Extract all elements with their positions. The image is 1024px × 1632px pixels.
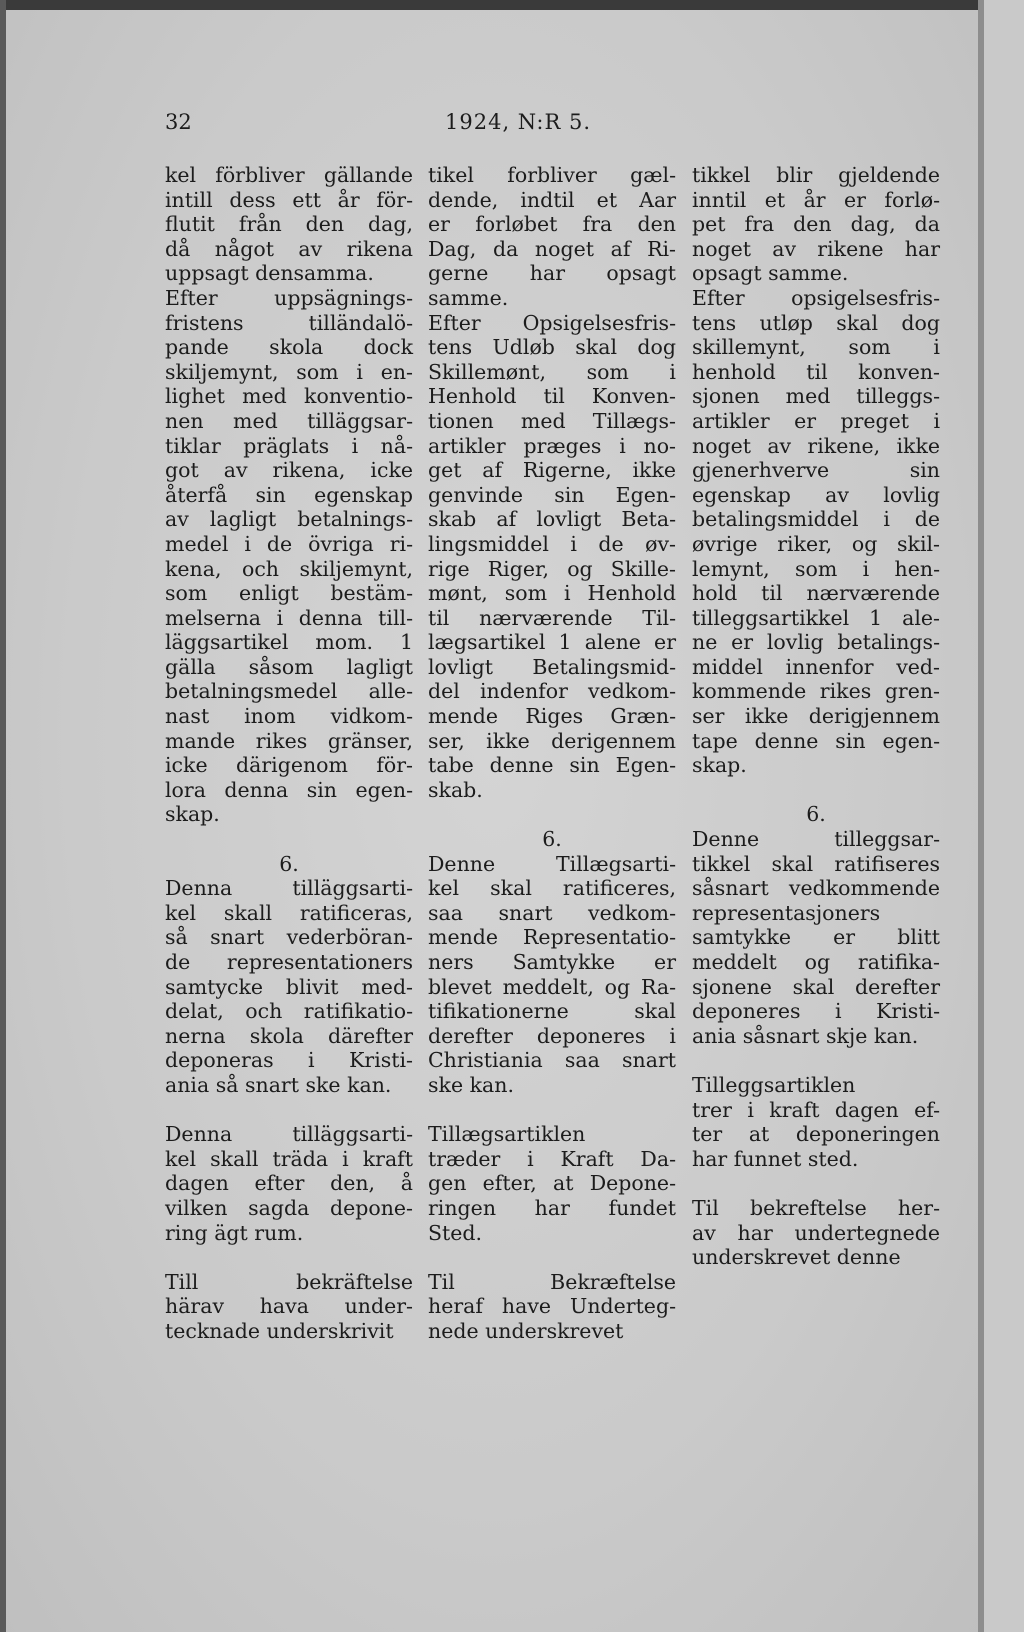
section-number: 6. (542, 827, 562, 852)
text-line: ser, ikke derigennem (428, 728, 676, 753)
text-line: ringen har fundet (428, 1195, 676, 1220)
text-line: Tillægsartiklen (428, 1122, 586, 1147)
text-line: Efter uppsägnings- (165, 285, 413, 310)
text-line: Denne Tillægsarti- (428, 851, 676, 876)
paragraph (692, 163, 940, 286)
text-line: som enligt bestäm- (165, 581, 413, 606)
text-line: samme. (428, 285, 509, 310)
text-line: artikler præges i no- (428, 433, 676, 458)
text-line: sjonene skal derefter (692, 974, 940, 999)
column-norwegian (692, 163, 940, 1270)
text-line: sjonen med tilleggs- (692, 384, 940, 409)
text-line: tikkel blir gjeldende (692, 163, 940, 187)
column-danish (428, 163, 676, 1344)
scan-edge-top (0, 0, 984, 10)
paragraph-spacer (165, 1245, 413, 1270)
paragraph-spacer (428, 802, 676, 827)
text-line: Denne tilleggsar- (692, 827, 940, 852)
paragraph (692, 827, 940, 1048)
text-line: läggsartikel mom. 1 (165, 630, 413, 655)
text-line: ring ägt rum. (165, 1220, 304, 1245)
paragraph-spacer (165, 1098, 413, 1123)
paragraph (428, 163, 676, 311)
paragraph (428, 1270, 676, 1344)
text-line: skap. (165, 802, 220, 827)
text-line: opsagt samme. (692, 261, 849, 286)
text-line: mende Riges Græn- (428, 704, 676, 729)
paragraph-spacer (428, 1245, 676, 1270)
text-line: fristens tilländalö- (165, 310, 413, 335)
text-line: då något av rikena (165, 236, 413, 261)
text-line: tens utløp skal dog (692, 310, 940, 335)
text-line: noget av rikene har (692, 236, 940, 261)
text-line: skap. (692, 753, 747, 778)
text-line: trer i kraft dagen ef- (692, 1097, 940, 1122)
text-line: nede underskrevet (428, 1318, 624, 1343)
text-line: pande skola dock (165, 335, 413, 360)
text-line: samtycke blivit med- (165, 974, 413, 999)
section-number: 6. (806, 802, 826, 827)
text-line: pet fra den dag, da (692, 212, 940, 237)
paragraph (165, 1270, 413, 1344)
text-line: tifikationerne skal (428, 999, 676, 1024)
paragraph (165, 876, 413, 1097)
text-line: har funnet sted. (692, 1146, 859, 1171)
text-line: middel innenfor ved- (692, 654, 940, 679)
text-line: rige Riger, og Skille- (428, 556, 676, 581)
text-line: ske kan. (428, 1072, 514, 1097)
text-line: Skillemønt, som i (428, 359, 676, 384)
paragraph-spacer (165, 827, 413, 852)
text-line: de representationers (165, 950, 413, 974)
text-line: melserna i denna till- (165, 605, 413, 630)
text-line: ne er lovlig betalings- (692, 630, 940, 655)
running-head: 1924, N:R 5. (445, 110, 592, 134)
text-line: Sted. (428, 1220, 483, 1245)
text-line: ter at deponeringen (692, 1122, 940, 1147)
paragraph (428, 852, 676, 1098)
paragraph-spacer (692, 778, 940, 803)
text-line: Efter Opsigelsesfris- (428, 310, 676, 335)
text-line: såsnart vedkommende (692, 876, 940, 901)
text-line: mønt, som i Henhold (428, 581, 676, 606)
text-line: ser ikke derigjennem (692, 704, 940, 729)
page-number: 32 (165, 110, 192, 134)
paragraph-spacer (692, 1048, 940, 1073)
text-line: ania så snart ske kan. (165, 1072, 392, 1097)
text-line: Henhold til Konven- (428, 384, 676, 409)
text-line: tikel forbliver gæl- (428, 163, 676, 187)
text-line: tilleggsartikkel 1 ale- (692, 605, 940, 630)
text-line: gälla såsom lagligt (165, 654, 413, 679)
paragraph (692, 1196, 940, 1270)
text-line: meddelt og ratifika- (692, 950, 940, 974)
paragraph (165, 163, 413, 286)
text-line: tiklar präglats i nå- (165, 433, 413, 458)
text-line: vilken sagda depone- (165, 1195, 413, 1220)
text-line: saa snart vedkom- (428, 900, 676, 925)
text-line: lovligt Betalingsmid- (428, 654, 676, 679)
text-line: kel förbliver gällande (165, 163, 413, 187)
text-line: Til bekreftelse her- (692, 1195, 940, 1220)
text-line: deponeras i Kristi- (165, 1048, 413, 1073)
scan-edge-left (0, 0, 6, 1632)
text-line: representasjoners (692, 900, 881, 925)
text-line: skillemynt, som i (692, 335, 940, 360)
text-line: intill dess ett år för- (165, 187, 413, 212)
text-line: dagen efter den, å (165, 1171, 413, 1196)
text-line: get af Rigerne, ikke (428, 458, 676, 483)
text-line: nast inom vidkom- (165, 704, 413, 729)
text-line: kel skall ratificeras, (165, 900, 413, 925)
text-line: artikler er preget i (692, 408, 940, 433)
text-line: delat, och ratifikatio- (165, 999, 413, 1024)
text-line: skab af lovligt Beta- (428, 507, 676, 532)
paragraph (692, 1073, 940, 1171)
text-line: lægsartikel 1 alene er (428, 630, 676, 655)
text-line: til nærværende Til- (428, 605, 676, 630)
text-line: egenskap av lovlig (692, 482, 940, 507)
text-line: Tilleggsartiklen (692, 1072, 856, 1097)
paragraph (428, 1122, 676, 1245)
text-line: tikkel skal ratifiseres (692, 851, 940, 876)
text-line: uppsagt densamma. (165, 261, 374, 286)
text-line: nerna skola därefter (165, 1023, 413, 1048)
text-line: gen efter, at Depone- (428, 1171, 676, 1196)
text-line: gerne har opsagt (428, 261, 676, 286)
text-line: medel i de övriga ri- (165, 531, 413, 556)
text-line: genvinde sin Egen- (428, 482, 676, 507)
paragraph (428, 311, 676, 803)
text-line: ania såsnart skje kan. (692, 1023, 919, 1048)
page-header (165, 110, 935, 140)
text-line: træder i Kraft Da- (428, 1146, 676, 1171)
text-line: derefter deponeres i (428, 1023, 676, 1048)
text-line: skab. (428, 777, 483, 802)
text-line: lingsmiddel i de øv- (428, 531, 676, 556)
text-line: tionen med Tillægs- (428, 408, 676, 433)
text-line: av lagligt betalnings- (165, 507, 413, 532)
text-line: lighet med konventio- (165, 384, 413, 409)
text-line: Christiania saa snart (428, 1048, 676, 1073)
text-line: øvrige riker, og skil- (692, 531, 940, 556)
text-line: härav hava under- (165, 1294, 413, 1319)
paragraph-spacer (692, 1171, 940, 1196)
text-line: gjenerhverve sin (692, 458, 940, 483)
paragraph (692, 286, 940, 778)
text-line: Efter opsigelsesfris- (692, 285, 940, 310)
text-line: deponeres i Kristi- (692, 999, 940, 1024)
text-line: tabe denne sin Egen- (428, 753, 676, 778)
text-line: skiljemynt, som i en- (165, 359, 413, 384)
paragraph (165, 286, 413, 827)
text-line: lora denna sin egen- (165, 777, 413, 802)
text-line: betalningsmedel alle- (165, 679, 413, 704)
column-swedish (165, 163, 413, 1344)
text-line: heraf have Underteg- (428, 1294, 676, 1319)
text-line: underskrevet denne (692, 1245, 901, 1270)
text-line: kel skal ratificeres, (428, 876, 676, 901)
text-line: er forløbet fra den (428, 212, 676, 237)
text-line: tape denne sin egen- (692, 728, 940, 753)
text-line: icke därigenom för- (165, 753, 413, 778)
text-line: samtykke er blitt (692, 925, 940, 950)
text-line: lemynt, som i hen- (692, 556, 940, 581)
text-line: Dag, da noget af Ri- (428, 236, 676, 261)
section-number: 6. (279, 851, 299, 876)
text-line: blevet meddelt, og Ra- (428, 974, 676, 999)
text-line: kommende rikes gren- (692, 679, 940, 704)
text-line: mende Representatio- (428, 925, 676, 950)
text-line: av har undertegnede (692, 1220, 940, 1245)
text-line: got av rikena, icke (165, 458, 413, 483)
text-line: hold til nærværende (692, 581, 940, 606)
paragraph (165, 1122, 413, 1245)
paragraph-spacer (428, 1098, 676, 1123)
text-line: tecknade underskrivit (165, 1318, 394, 1343)
text-line: inntil et år er forlø- (692, 187, 940, 212)
text-line: betalingsmiddel i de (692, 507, 940, 532)
text-line: henhold til konven- (692, 359, 940, 384)
text-line: kel skall träda i kraft (165, 1146, 413, 1171)
text-line: dende, indtil et Aar (428, 187, 676, 212)
text-line: så snart vederböran- (165, 925, 413, 950)
text-line: ners Samtykke er (428, 950, 676, 974)
text-line: kena, och skiljemynt, (165, 556, 413, 581)
text-line: nen med tilläggsar- (165, 408, 413, 433)
text-line: noget av rikene, ikke (692, 433, 940, 458)
text-line: Denna tilläggsarti- (165, 1122, 413, 1147)
scan-edge-right (978, 0, 984, 1632)
text-line: Denna tilläggsarti- (165, 876, 413, 901)
text-line: återfå sin egenskap (165, 482, 413, 507)
text-line: flutit från den dag, (165, 212, 413, 237)
text-line: Till bekräftelse (165, 1269, 413, 1294)
text-line: mande rikes gränser, (165, 728, 413, 753)
text-line: tens Udløb skal dog (428, 335, 676, 360)
text-line: Til Bekræftelse (428, 1269, 676, 1294)
text-line: del indenfor vedkom- (428, 679, 676, 704)
